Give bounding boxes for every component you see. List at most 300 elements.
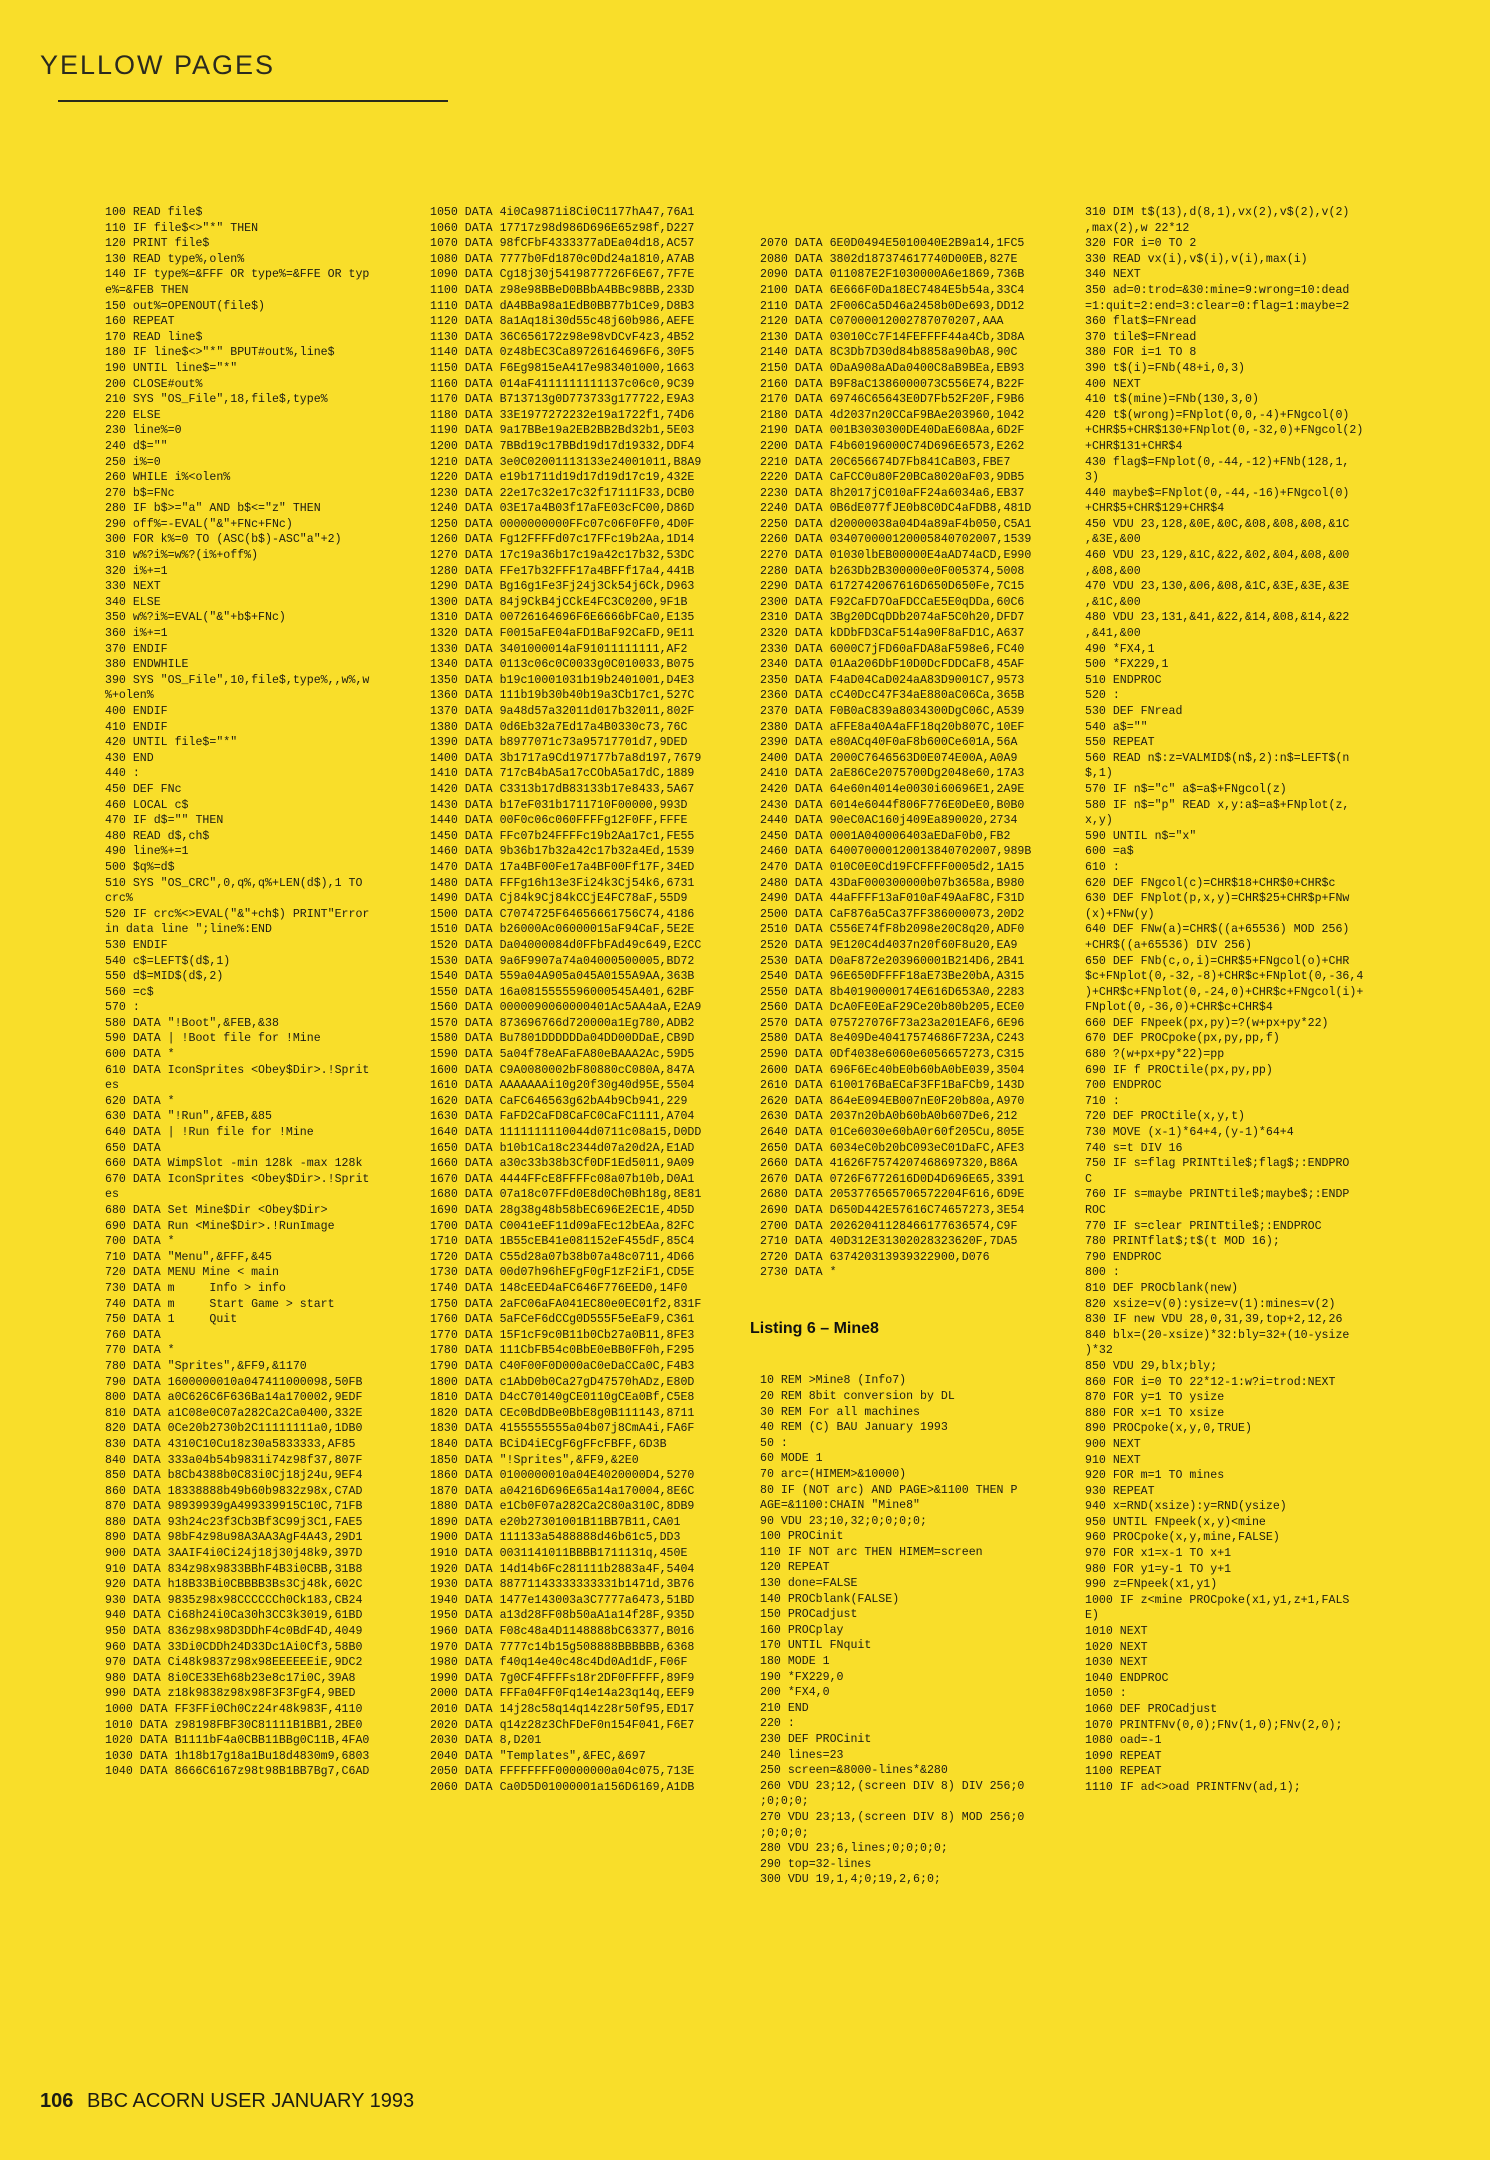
code-line: 1990 DATA 7g0CF4FFFFs18r2DF0FFFFF,89F9 bbox=[430, 1671, 695, 1685]
code-line: 3) bbox=[1085, 471, 1099, 485]
code-line: 2630 DATA 2037n20bA0b60bA0b607De6,212 bbox=[760, 1110, 1018, 1124]
code-line: 380 ENDWHILE bbox=[105, 658, 189, 672]
code-line: 820 DATA 0Ce20b2730b2C11111111a0,1DB0 bbox=[105, 1422, 363, 1436]
code-line: 1100 REPEAT bbox=[1085, 1765, 1162, 1779]
code-line: 1710 DATA 1B55cEB41e081152eF455dF,85C4 bbox=[430, 1235, 695, 1249]
code-line: 1000 IF z<mine PROCpoke(x1,y1,z+1,FALS bbox=[1085, 1593, 1350, 1607]
code-line: 830 DATA 4310C10Cu18z30a5833333,AF85 bbox=[105, 1437, 356, 1451]
code-line: 1900 DATA 111133a5488888d46b61c5,DD3 bbox=[430, 1531, 681, 1545]
code-line: 700 ENDPROC bbox=[1085, 1079, 1162, 1093]
code-line: 730 DATA m Info > info bbox=[105, 1281, 286, 1295]
code-line: +CHR$((a+65536) DIV 256) bbox=[1085, 938, 1252, 952]
code-line: 1880 DATA e1Cb0F07a282Ca2C80a310C,8DB9 bbox=[430, 1500, 695, 1514]
code-line: 460 VDU 23,129,&1C,&22,&02,&04,&08,&00 bbox=[1085, 549, 1350, 563]
code-line: e%=&FEB THEN bbox=[105, 283, 189, 297]
code-line: 1490 DATA Cj84k9Cj84kCCjE4FC78aF,55D9 bbox=[430, 892, 688, 906]
code-line: 1360 DATA 111b19b30b40b19a3Cb17c1,527C bbox=[430, 689, 695, 703]
code-line: 1220 DATA e19b1711d19d17d19d17c19,432E bbox=[430, 471, 695, 485]
code-line: 220 : bbox=[760, 1717, 795, 1731]
code-line: 2620 DATA 864eE094EB007nE0F20b80a,A970 bbox=[760, 1094, 1025, 1108]
code-line: 1680 DATA 07a18c07FFd0E8d0Ch0Bh18g,8E81 bbox=[430, 1188, 702, 1202]
code-line: 1630 DATA FaFD2CaFD8CaFC0CaFC1111,A704 bbox=[430, 1110, 695, 1124]
code-line: 230 line%=0 bbox=[105, 424, 182, 438]
code-line: 420 UNTIL file$="*" bbox=[105, 736, 238, 750]
code-line: 900 NEXT bbox=[1085, 1437, 1141, 1451]
code-line: 140 IF type%=&FFF OR type%=&FFE OR typ bbox=[105, 268, 370, 282]
code-line: 1030 NEXT bbox=[1085, 1656, 1148, 1670]
code-line: 1930 DATA 88771143333333331b1471d,3B76 bbox=[430, 1578, 695, 1592]
code-line: 1650 DATA b10b1Ca18c2344d07a20d2A,E1AD bbox=[430, 1141, 695, 1155]
publication-line: BBC ACORN USER JANUARY 1993 bbox=[86, 2090, 415, 2112]
code-line: 500 *FX229,1 bbox=[1085, 658, 1169, 672]
code-line: 120 PRINT file$ bbox=[105, 237, 210, 251]
code-line: 1370 DATA 9a48d57a32011d017b32011,802F bbox=[430, 705, 695, 718]
listing-column-3-data bbox=[760, 236, 1065, 1281]
code-line: 540 c$=LEFT$(d$,1) bbox=[105, 954, 231, 968]
code-line: 250 i%=0 bbox=[105, 455, 161, 469]
code-line: 380 FOR i=1 TO 8 bbox=[1085, 346, 1197, 360]
code-line: ,&3E,&00 bbox=[1085, 533, 1141, 547]
code-line: 490 *FX4,1 bbox=[1085, 642, 1155, 656]
code-line: 1850 DATA "!Sprites",&FF9,&2E0 bbox=[430, 1453, 639, 1467]
code-line: %+olen% bbox=[105, 689, 154, 703]
code-line: 2100 DATA 6E666F0Da18EC7484E5b54a,33C4 bbox=[760, 283, 1025, 297]
code-line: 630 DATA "!Run",&FEB,&85 bbox=[105, 1110, 272, 1124]
code-line: 830 IF new VDU 28,0,31,39,top+2,12,26 bbox=[1085, 1313, 1343, 1327]
code-line: 350 ad=0:trod=&30:mine=9:wrong=10:dead bbox=[1085, 283, 1350, 297]
code-line: 1320 DATA F0015aFE04aFD1BaF92CaFD,9E11 bbox=[430, 627, 695, 641]
code-line: 1160 DATA 014aF4111111111137c06c0,9C39 bbox=[430, 377, 695, 391]
code-line: 210 END bbox=[760, 1701, 809, 1715]
code-line: 800 : bbox=[1085, 1266, 1120, 1280]
code-line: 330 READ vx(i),v$(i),v(i),max(i) bbox=[1085, 252, 1308, 266]
code-line: )*32 bbox=[1085, 1344, 1113, 1358]
code-line: 2260 DATA 034070000120005840702007,1539 bbox=[760, 533, 1032, 547]
code-line: 750 DATA 1 Quit bbox=[105, 1313, 238, 1327]
code-line: 60 MODE 1 bbox=[760, 1452, 823, 1466]
code-line: 2300 DATA F92CaFD7OaFDCCaE5E0qDDa,60C6 bbox=[760, 595, 1025, 609]
code-line: 940 x=RND(xsize):y=RND(ysize) bbox=[1085, 1500, 1287, 1514]
code-line: 320 i%+=1 bbox=[105, 564, 168, 578]
code-line: 700 DATA * bbox=[105, 1235, 175, 1249]
code-line: 480 VDU 23,131,&41,&22,&14,&08,&14,&22 bbox=[1085, 611, 1350, 625]
code-line: 1780 DATA 111CbFB54c0BbE0eBB0FF0h,F295 bbox=[430, 1344, 695, 1358]
code-line: 2450 DATA 0001A040006403aEDaF0b0,FB2 bbox=[760, 829, 1011, 843]
code-line: 1040 DATA 8666C6167z98t98B1BB7Bg7,C6AD bbox=[105, 1765, 370, 1779]
code-line: 870 DATA 98939939gA499339915C10C,71FB bbox=[105, 1500, 363, 1514]
code-line: 760 IF s=maybe PRINTtile$;maybe$;:ENDP bbox=[1085, 1188, 1350, 1202]
code-line: 2650 DATA 6034eC0b20bC093eC01DaFC,AFE3 bbox=[760, 1141, 1025, 1155]
code-line: 2130 DATA 03010Cc7F14FEFFFF44a4Cb,3D8A bbox=[760, 330, 1025, 344]
code-line: 2070 DATA 6E0D0494E5010040E2B9a14,1FC5 bbox=[760, 237, 1025, 251]
code-line: 2520 DATA 9E120C4d4037n20f60F8u20,EA9 bbox=[760, 938, 1018, 952]
code-line: 1830 DATA 4155555555a04b07j8CmA4i,FA6F bbox=[430, 1422, 695, 1436]
code-line: +CHR$5+CHR$129+CHR$4 bbox=[1085, 502, 1225, 516]
code-line: 160 REPEAT bbox=[105, 315, 175, 329]
code-line: 850 DATA b8Cb4388b0C83i0Cj18j24u,9EF4 bbox=[105, 1469, 363, 1483]
code-line: 130 READ type%,olen% bbox=[105, 252, 245, 266]
code-line: 330 NEXT bbox=[105, 580, 161, 594]
code-line: 1660 DATA a30c33b38b3Cf0DF1Ed5011,9A09 bbox=[430, 1157, 695, 1171]
code-line: 1890 DATA e20b27301001B11BB7B11,CA01 bbox=[430, 1515, 681, 1529]
code-line: 1670 DATA 4444FFcE8FFFFc08a07b10b,D0A1 bbox=[430, 1172, 695, 1186]
code-line: 1280 DATA FFe17b32FFF17a4BFFf17a4,441B bbox=[430, 564, 695, 578]
code-line: 340 ELSE bbox=[105, 595, 161, 609]
code-line: 620 DEF FNgcol(c)=CHR$18+CHR$0+CHR$c bbox=[1085, 876, 1336, 890]
code-line: ,&08,&00 bbox=[1085, 564, 1141, 578]
code-line: =1:quit=2:end=3:clear=0:flag=1:maybe=2 bbox=[1085, 299, 1350, 313]
code-line: 510 ENDPROC bbox=[1085, 673, 1162, 687]
code-line: 2110 DATA 2F006Ca5D46a2458b0De693,DD12 bbox=[760, 299, 1025, 313]
code-line: 640 DATA | !Run file for !Mine bbox=[105, 1126, 314, 1140]
code-line: 390 t$(i)=FNb(48+i,0,3) bbox=[1085, 361, 1246, 375]
code-line: 600 =a$ bbox=[1085, 845, 1134, 859]
code-line: +CHR$131+CHR$4 bbox=[1085, 439, 1183, 453]
code-line: 50 : bbox=[760, 1436, 788, 1450]
code-line: 2230 DATA 8h2017jC010aFF24a6034a6,EB37 bbox=[760, 486, 1025, 500]
code-line: 760 DATA bbox=[105, 1328, 161, 1342]
code-line: 1380 DATA 0d6Eb32a7Ed17a4B0330c73,76C bbox=[430, 720, 688, 734]
code-line: 1530 DATA 9a6F9907a74a04000500005,BD72 bbox=[430, 954, 695, 968]
code-line: 470 IF d$="" THEN bbox=[105, 814, 224, 828]
code-line: 740 s=t DIV 16 bbox=[1085, 1141, 1183, 1155]
code-line: 690 DATA Run <Mine$Dir>.!RunImage bbox=[105, 1219, 335, 1233]
code-line: 100 READ file$ bbox=[105, 206, 203, 219]
code-line: 1100 DATA z98e98BBeD0BBbA4BBc98BB,233D bbox=[430, 283, 695, 297]
code-line: 580 IF n$="p" READ x,y:a$=a$+FNplot(z, bbox=[1085, 798, 1350, 812]
code-line: ;0;0;0; bbox=[760, 1795, 809, 1809]
code-line: 80 IF (NOT arc) AND PAGE>&1100 THEN P bbox=[760, 1483, 1018, 1497]
code-line: 450 VDU 23,128,&0E,&0C,&08,&08,&08,&1C bbox=[1085, 517, 1350, 531]
code-line: 2460 DATA 640070000120013840702007,989B bbox=[760, 845, 1032, 859]
code-line: 2160 DATA B9F8aC1386000073C556E74,B22F bbox=[760, 377, 1025, 391]
code-line: 20 REM 8bit conversion by DL bbox=[760, 1389, 955, 1403]
code-line: 360 flat$=FNread bbox=[1085, 315, 1197, 329]
code-line: 2200 DATA F4b60196000C74D696E6573,E262 bbox=[760, 439, 1025, 453]
code-line: +CHR$5+CHR$130+FNplot(0,-32,0)+FNgcol(2) bbox=[1085, 424, 1364, 438]
code-line: 150 out%=OPENOUT(file$) bbox=[105, 299, 266, 313]
code-line: 570 : bbox=[105, 1001, 140, 1015]
code-line: 1690 DATA 28g38g48b58bEC696E2EC1E,4D5D bbox=[430, 1204, 695, 1217]
listing-column-3-code bbox=[760, 1373, 1065, 1888]
code-line: 980 DATA 8i0CE33Eh68b23e8c17i0C,39A8 bbox=[105, 1671, 356, 1685]
code-line: 1570 DATA 873696766d720000a1Eg780,ADB2 bbox=[430, 1016, 695, 1030]
code-line: 900 DATA 3AAIF4i0Ci24j18j30j48k9,397D bbox=[105, 1547, 363, 1561]
code-line: 710 DATA "Menu",&FFF,&45 bbox=[105, 1250, 272, 1264]
code-line: 2670 DATA 0726F6772616D0D4D696E65,3391 bbox=[760, 1172, 1025, 1186]
code-line: 1070 PRINTFNv(0,0);FNv(1,0);FNv(2,0); bbox=[1085, 1718, 1343, 1732]
code-line: 2710 DATA 40D312E31302028323620F,7DA5 bbox=[760, 1235, 1018, 1249]
code-line: 840 DATA 333a04b54b9831i74z98f37,807F bbox=[105, 1453, 363, 1467]
code-line: 1070 DATA 98fCFbF4333377aDEa04d18,AC57 bbox=[430, 237, 695, 251]
code-line: 550 d$=MID$(d$,2) bbox=[105, 970, 224, 984]
code-line: 530 ENDIF bbox=[105, 938, 168, 952]
code-line: 1180 DATA 33E1977272232e19a1722f1,74D6 bbox=[430, 408, 695, 422]
code-line: 1480 DATA FFFg16h13e3Fi24k3Cj54k6,6731 bbox=[430, 876, 695, 890]
code-line: 230 DEF PROCinit bbox=[760, 1733, 872, 1746]
code-line: 2280 DATA b263Db2B300000e0F005374,5008 bbox=[760, 564, 1025, 578]
code-line: 1540 DATA 559a04A905a045A0155A9AA,363B bbox=[430, 970, 695, 984]
code-line: 2700 DATA 20262041128466177636574,C9F bbox=[760, 1219, 1018, 1233]
code-line: 610 : bbox=[1085, 860, 1120, 874]
listing-column-1 bbox=[105, 205, 405, 1780]
code-line: 960 DATA 33Di0CDDh24D33Dc1Ai0Cf3,58B0 bbox=[105, 1640, 363, 1654]
code-line: 970 DATA Ci48k9837z98x98EEEEEEiE,9DC2 bbox=[105, 1656, 363, 1670]
code-line: 1410 DATA 717cB4bA5a17cCObA5a17dC,1889 bbox=[430, 767, 695, 781]
code-line: 2590 DATA 0Df4038e6060e6056657273,C315 bbox=[760, 1048, 1025, 1062]
code-line: 1910 DATA 0031141011BBBB1711131q,450E bbox=[430, 1547, 688, 1561]
code-line: 1790 DATA C40F00F0D000aC0eDaCCa0C,F4B3 bbox=[430, 1359, 695, 1373]
code-line: 1040 ENDPROC bbox=[1085, 1671, 1169, 1685]
code-line: $,1) bbox=[1085, 767, 1113, 781]
code-line: 2550 DATA 8b40190000174E616D653A0,2283 bbox=[760, 985, 1025, 999]
code-line: 950 DATA 836z98x98D3DDhF4c0BdF4D,4049 bbox=[105, 1625, 363, 1639]
code-line: 250 screen=&8000-lines*&280 bbox=[760, 1764, 948, 1778]
code-line: 110 IF file$<>"*" THEN bbox=[105, 221, 259, 235]
code-line: 430 END bbox=[105, 751, 154, 765]
code-line: 2720 DATA 637420313939322900,D076 bbox=[760, 1250, 990, 1264]
code-line: 1000 DATA FF3FFi0Ch0Cz24r48k983F,4110 bbox=[105, 1703, 363, 1716]
code-line: 720 DEF PROCtile(x,y,t) bbox=[1085, 1110, 1246, 1124]
code-line: 280 VDU 23;6,lines;0;0;0;0; bbox=[760, 1842, 948, 1856]
code-line: 910 NEXT bbox=[1085, 1453, 1141, 1467]
code-line: 320 FOR i=0 TO 2 bbox=[1085, 237, 1197, 251]
code-line: 290 top=32-lines bbox=[760, 1857, 872, 1871]
code-line: 1550 DATA 16a0815555596000545A401,62BF bbox=[430, 985, 695, 999]
code-line: 1110 DATA dA4BBa98a1EdB0BB77b1Ce9,D8B3 bbox=[430, 299, 695, 313]
code-line: 660 DEF FNpeek(px,py)=?(w+px+py*22) bbox=[1085, 1016, 1329, 1030]
code-line: 130 done=FALSE bbox=[760, 1577, 858, 1591]
code-line: 780 DATA "Sprites",&FF9,&1170 bbox=[105, 1359, 307, 1373]
code-line: ,max(2),w 22*12 bbox=[1085, 221, 1190, 235]
code-line: 180 IF line$<>"*" BPUT#out%,line$ bbox=[105, 346, 335, 360]
code-line: 2340 DATA 01Aa206DbF10D0DcFDDCaF8,45AF bbox=[760, 658, 1025, 672]
code-line: 2540 DATA 96E650DFFFF18aE73Be20bA,A315 bbox=[760, 970, 1025, 984]
code-line: 1120 DATA 8a1Aq18i30d55c48j60b986,AEFE bbox=[430, 315, 695, 329]
code-line: 1390 DATA b8977071c73a95717701d7,9DED bbox=[430, 736, 688, 750]
code-line: 370 tile$=FNread bbox=[1085, 330, 1197, 344]
code-line: 1970 DATA 7777c14b15g508888BBBBBB,6368 bbox=[430, 1640, 695, 1654]
code-line: 1860 DATA 0100000010a04E4020000D4,5270 bbox=[430, 1469, 695, 1483]
code-line: 590 UNTIL n$="x" bbox=[1085, 829, 1197, 843]
code-line: 90 VDU 23;10,32;0;0;0;0; bbox=[760, 1514, 927, 1528]
code-line: 180 MODE 1 bbox=[760, 1655, 830, 1669]
code-line: 1840 DATA BCiD4iECgF6gFFcFBFF,6D3B bbox=[430, 1437, 667, 1451]
code-line: 1170 DATA B713713g0D773733g177722,E9A3 bbox=[430, 393, 695, 407]
code-line: 710 : bbox=[1085, 1094, 1120, 1108]
code-line: 1050 DATA 4i0Ca9871i8Ci0C1177hA47,76A1 bbox=[430, 206, 695, 219]
code-line: FNplot(0,-36,0)+CHR$c+CHR$4 bbox=[1085, 1001, 1273, 1015]
code-line: 210 SYS "OS_File",18,file$,type% bbox=[105, 393, 328, 407]
code-line: 1620 DATA CaFC646563g62bA4b9Cb941,229 bbox=[430, 1094, 688, 1108]
code-line: 920 FOR m=1 TO mines bbox=[1085, 1469, 1225, 1483]
code-line: 2730 DATA * bbox=[760, 1266, 837, 1280]
code-line: 620 DATA * bbox=[105, 1094, 175, 1108]
code-line: 770 IF s=clear PRINTtile$;:ENDPROC bbox=[1085, 1219, 1322, 1233]
code-line: 1870 DATA a04216D696E65a14a170004,8E6C bbox=[430, 1484, 695, 1498]
code-line: 460 LOCAL c$ bbox=[105, 798, 189, 812]
code-line: 150 PROCadjust bbox=[760, 1608, 858, 1622]
code-line: 670 DEF PROCpoke(px,py,pp,f) bbox=[1085, 1032, 1280, 1046]
code-line: 2600 DATA 696F6Ec40bE0b60bA0bE039,3504 bbox=[760, 1063, 1025, 1077]
code-line: 1110 IF ad<>oad PRINTFNv(ad,1); bbox=[1085, 1780, 1301, 1794]
code-line: 1470 DATA 17a4BF00Fe17a4BF00Ff17F,34ED bbox=[430, 860, 695, 874]
code-line: 860 DATA 18338888b49b60b9832z98x,C7AD bbox=[105, 1484, 363, 1498]
code-line: 1760 DATA 5aFCeF6dCCg0D555F5eEaF9,C361 bbox=[430, 1313, 695, 1327]
code-line: 680 ?(w+px+py*22)=pp bbox=[1085, 1048, 1225, 1062]
code-line: 1290 DATA Bg16g1Fe3Fj24j3Ck54j6Ck,D963 bbox=[430, 580, 695, 594]
code-line: 2180 DATA 4d2037n20CCaF9BAe203960,1042 bbox=[760, 408, 1025, 422]
code-line: 2190 DATA 001B3030300DE40DaE608Aa,6D2F bbox=[760, 424, 1025, 438]
code-line: 660 DATA WimpSlot -min 128k -max 128k bbox=[105, 1157, 363, 1171]
code-line: 2170 DATA 69746C65643E0D7Fb52F20F,F9B6 bbox=[760, 393, 1025, 407]
code-line: 930 REPEAT bbox=[1085, 1484, 1155, 1498]
code-line: 770 DATA * bbox=[105, 1344, 175, 1358]
code-line: ;0;0;0; bbox=[760, 1826, 809, 1840]
code-line: 2320 DATA kDDbFD3CaF514a90F8aFD1C,A637 bbox=[760, 627, 1025, 641]
code-line: )+CHR$c+FNplot(0,-24,0)+CHR$c+FNgcol(i)+ bbox=[1085, 985, 1364, 999]
code-line: es bbox=[105, 1188, 119, 1202]
code-line: 2220 DATA CaFCC0u80F20BCa8020aF03,9DB5 bbox=[760, 471, 1025, 485]
code-line: 1020 DATA B1111bF4a0CBB11BBg0C11B,4FA0 bbox=[105, 1734, 370, 1748]
code-line: 350 w%?i%=EVAL("&"+b$+FNc) bbox=[105, 611, 286, 625]
code-line: 1920 DATA 14d14b6Fc281111b2883a4F,5404 bbox=[430, 1562, 695, 1576]
code-line: 540 a$="" bbox=[1085, 720, 1148, 734]
code-line: 1090 REPEAT bbox=[1085, 1749, 1162, 1763]
code-line: 120 REPEAT bbox=[760, 1561, 830, 1575]
code-line: 2010 DATA 14j28c58q14q14z28r50f95,ED17 bbox=[430, 1703, 695, 1716]
code-line: 40 REM (C) BAU January 1993 bbox=[760, 1421, 948, 1435]
code-line: es bbox=[105, 1079, 119, 1093]
code-line: 1640 DATA 1111111110044d0711c08a15,D0DD bbox=[430, 1126, 702, 1140]
code-line: 2150 DATA 0DaA908aADa0400C8aB9BEa,EB93 bbox=[760, 361, 1025, 375]
code-line: 240 d$="" bbox=[105, 439, 168, 453]
code-line: 1270 DATA 17c19a36b17c19a42c17b32,53DC bbox=[430, 549, 695, 563]
code-line: 1230 DATA 22e17c32e17c32f17111F33,DCB0 bbox=[430, 486, 695, 500]
code-line: 1590 DATA 5a04f78eAFaFA80eBAAA2Ac,59D5 bbox=[430, 1048, 695, 1062]
code-line: 670 DATA IconSprites <Obey$Dir>.!Sprit bbox=[105, 1172, 370, 1186]
code-line: 1350 DATA b19c10001031b19b2401001,D4E3 bbox=[430, 673, 695, 687]
page-number: 106 bbox=[40, 2090, 74, 2112]
code-line: 1250 DATA 0000000000FFc07c06F0FF0,4D0F bbox=[430, 517, 695, 531]
code-line: 510 SYS "OS_CRC",0,q%,q%+LEN(d$),1 TO bbox=[105, 876, 363, 890]
code-line: 750 IF s=flag PRINTtile$;flag$;:ENDPRO bbox=[1085, 1157, 1350, 1171]
code-line: 960 PROCpoke(x,y,mine,FALSE) bbox=[1085, 1531, 1280, 1545]
code-line: 890 DATA 98bF4z98u98A3AA3AgF4A43,29D1 bbox=[105, 1531, 363, 1545]
code-line: 2530 DATA D0aF872e203960001B214D6,2B41 bbox=[760, 954, 1025, 968]
code-line: 1980 DATA f40q14e40c48c4Dd0Ad1dF,F06F bbox=[430, 1656, 688, 1670]
section-title: YELLOW PAGES bbox=[40, 50, 276, 80]
code-line: 310 w%?i%=w%?(i%+off%) bbox=[105, 549, 259, 563]
code-line: 2210 DATA 20C656674D7Fb841CaB03,FBE7 bbox=[760, 455, 1011, 469]
code-line: 1460 DATA 9b36b17b32a42c17b32a4Ed,1539 bbox=[430, 845, 695, 859]
code-line: in data line ";line%:END bbox=[105, 923, 272, 937]
code-line: 2690 DATA D650D442E57616C74657273,3E54 bbox=[760, 1204, 1025, 1217]
code-line: 2020 DATA q14z28z3ChFDeF0n154F041,F6E7 bbox=[430, 1718, 695, 1732]
code-line: 860 FOR i=0 TO 22*12-1:w?i=trod:NEXT bbox=[1085, 1375, 1336, 1389]
code-line: ROC bbox=[1085, 1204, 1106, 1217]
code-line: 440 maybe$=FNplot(0,-44,-16)+FNgcol(0) bbox=[1085, 486, 1350, 500]
code-line: 650 DEF FNb(c,o,i)=CHR$5+FNgcol(o)+CHR bbox=[1085, 954, 1350, 968]
code-line: 440 : bbox=[105, 767, 140, 781]
code-line: 1080 oad=-1 bbox=[1085, 1734, 1162, 1748]
code-line: 1200 DATA 7BBd19c17BBd19d17d19332,DDF4 bbox=[430, 439, 695, 453]
code-line: 590 DATA | !Boot file for !Mine bbox=[105, 1032, 321, 1046]
code-line: 400 NEXT bbox=[1085, 377, 1141, 391]
code-line: 1610 DATA AAAAAAAi10g20f30g40d95E,5504 bbox=[430, 1079, 695, 1093]
code-line: 650 DATA bbox=[105, 1141, 161, 1155]
code-line: 560 READ n$:z=VALMID$(n$,2):n$=LEFT$(n bbox=[1085, 751, 1350, 765]
code-line: 2430 DATA 6014e6044f806F776E0DeE0,B0B0 bbox=[760, 798, 1025, 812]
code-line: 790 ENDPROC bbox=[1085, 1250, 1162, 1264]
code-line: 1600 DATA C9A0080002bF80880cC080A,847A bbox=[430, 1063, 695, 1077]
code-line: 1090 DATA Cg18j30j5419877726F6E67,7F7E bbox=[430, 268, 695, 282]
code-line: 2330 DATA 6000C7jFD60aFDA8aF598e6,FC40 bbox=[760, 642, 1025, 656]
code-line: 1240 DATA 03E17a4B03f17aFE03cFC00,D86D bbox=[430, 502, 695, 516]
code-line: 740 DATA m Start Game > start bbox=[105, 1297, 335, 1311]
code-line: 2390 DATA e80ACq40F0aF8b600Ce601A,56A bbox=[760, 736, 1018, 750]
code-line: 420 t$(wrong)=FNplot(0,0,-4)+FNgcol(0) bbox=[1085, 408, 1350, 422]
code-line: 690 IF f PROCtile(px,py,pp) bbox=[1085, 1063, 1273, 1077]
code-line: 410 t$(mine)=FNb(130,3,0) bbox=[1085, 393, 1259, 407]
code-line: 110 IF NOT arc THEN HIMEM=screen bbox=[760, 1545, 983, 1559]
code-line: 1520 DATA Da04000084d0FFbFAd49c649,E2CC bbox=[430, 938, 702, 952]
code-line: 200 CLOSE#out% bbox=[105, 377, 203, 391]
code-line: 1750 DATA 2aFC06aFA041EC80e0EC01f2,831F bbox=[430, 1297, 702, 1311]
code-line: 1810 DATA D4cC70140gCE0110gCEa0Bf,C5E8 bbox=[430, 1391, 695, 1405]
code-line: 70 arc=(HIMEM>&10000) bbox=[760, 1467, 907, 1481]
code-line: 790 DATA 1600000010a047411000098,50FB bbox=[105, 1375, 363, 1389]
code-line: x,y) bbox=[1085, 814, 1113, 828]
code-line: 310 DIM t$(13),d(8,1),vx(2),v$(2),v(2) bbox=[1085, 206, 1350, 219]
code-line: 930 DATA 9835z98x98CCCCCCh0Ck183,CB24 bbox=[105, 1593, 363, 1607]
code-line: 1010 NEXT bbox=[1085, 1625, 1148, 1639]
code-line: 30 REM For all machines bbox=[760, 1405, 921, 1419]
code-line: 2640 DATA 01Ce6030e60bA0r60f205Cu,805E bbox=[760, 1126, 1025, 1140]
code-line: 1700 DATA C0041eEF11d09aFEc12bEAa,82FC bbox=[430, 1219, 695, 1233]
code-line: 850 VDU 29,blx;bly; bbox=[1085, 1359, 1218, 1373]
code-line: 500 $q%=d$ bbox=[105, 860, 175, 874]
code-line: 2240 DATA 0B6dE077fJE0b8C0DC4aFDB8,481D bbox=[760, 502, 1032, 516]
code-line: 1430 DATA b17eF031b1711710F00000,993D bbox=[430, 798, 688, 812]
code-line: 880 FOR x=1 TO xsize bbox=[1085, 1406, 1225, 1420]
code-line: 810 DATA a1C08e0C07a282Ca2Ca0400,332E bbox=[105, 1406, 363, 1420]
code-line: 190 UNTIL line$="*" bbox=[105, 361, 238, 375]
code-line: 400 ENDIF bbox=[105, 705, 168, 718]
code-line: 1420 DATA C3313b17dB83133b17e8433,5A67 bbox=[430, 782, 695, 796]
code-line: 950 UNTIL FNpeek(x,y)<mine bbox=[1085, 1515, 1266, 1529]
code-line: (x)+FNw(y) bbox=[1085, 907, 1155, 921]
listing-column-2 bbox=[430, 205, 735, 1796]
code-line: 1500 DATA C7074725F64656661756C74,4186 bbox=[430, 907, 695, 921]
code-line: 1400 DATA 3b1717a9Cd197177b7a8d197,7679 bbox=[430, 751, 702, 765]
code-line: 890 PROCpoke(x,y,0,TRUE) bbox=[1085, 1422, 1252, 1436]
code-line: 2400 DATA 2000C7646563D0E074E00A,A0A9 bbox=[760, 751, 1018, 765]
code-line: 530 DEF FNread bbox=[1085, 705, 1183, 718]
code-line: 240 lines=23 bbox=[760, 1748, 844, 1762]
code-line: $c+FNplot(0,-32,-8)+CHR$c+FNplot(0,-36,4 bbox=[1085, 970, 1364, 984]
code-line: 2680 DATA 2053776565706572204F616,6D9E bbox=[760, 1188, 1025, 1202]
code-line: 1330 DATA 3401000014aF91011111111,AF2 bbox=[430, 642, 688, 656]
code-line: 990 z=FNpeek(x1,y1) bbox=[1085, 1578, 1218, 1592]
code-line: 1960 DATA F08c48a4D1148888bC63377,B016 bbox=[430, 1625, 695, 1639]
code-line: 480 READ d$,ch$ bbox=[105, 829, 210, 843]
code-line: 390 SYS "OS_File",10,file$,type%,,w%,w bbox=[105, 673, 370, 687]
code-line: 2580 DATA 8e409De40417574686F723A,C243 bbox=[760, 1032, 1025, 1046]
code-line: 170 UNTIL FNquit bbox=[760, 1639, 872, 1653]
code-line: 680 DATA Set Mine$Dir <Obey$Dir> bbox=[105, 1204, 328, 1217]
code-line: 820 xsize=v(0):ysize=v(1):mines=v(2) bbox=[1085, 1297, 1336, 1311]
